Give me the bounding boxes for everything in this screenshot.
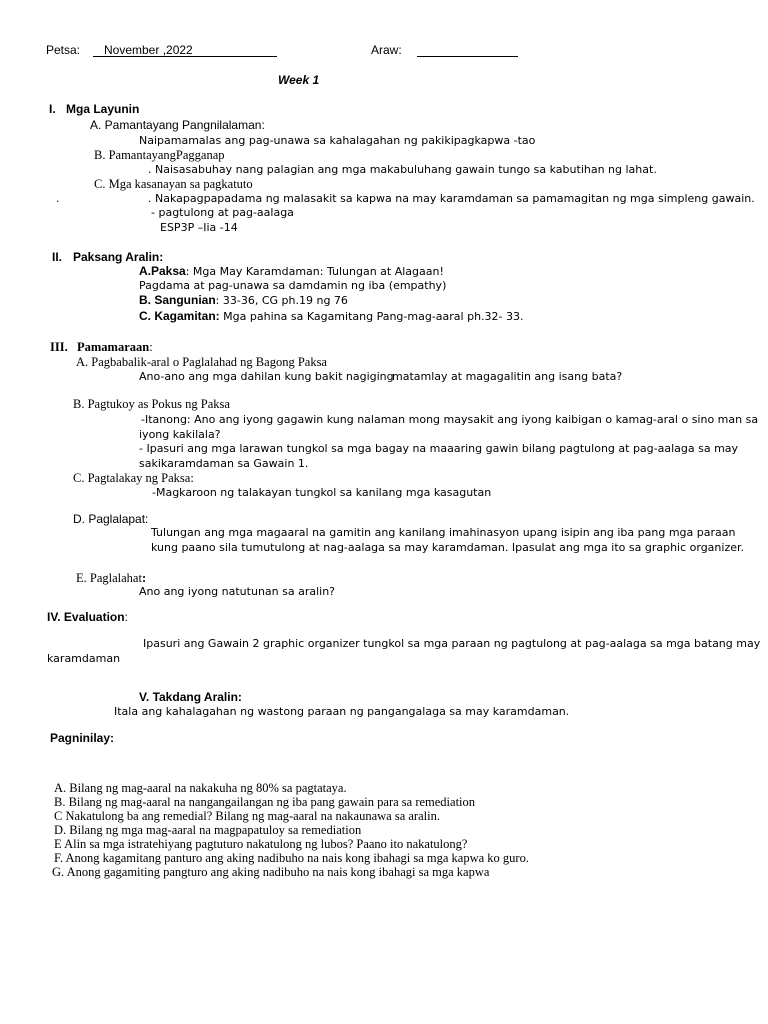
pagninilay-title: Pagninilay: bbox=[50, 731, 115, 745]
section1-c-sub: - pagtulong at pag-aalaga bbox=[151, 206, 294, 219]
section3-d-text2: kung paano sila tumutulong at nag-aalaga sa may karamdaman. Ipasulat ang mga ito sa graphic organizer. bbox=[151, 541, 745, 554]
section1-title: Mga Layunin bbox=[66, 102, 140, 116]
pagninilay-item-b: B. Bilang ng mag-aaral na nangangailangan ng iba pang gawain para sa remediation bbox=[54, 795, 476, 809]
sanggunian-text: : 33-36, CG ph.19 ng 76 bbox=[215, 294, 348, 307]
petsa-label: Petsa: bbox=[46, 43, 81, 57]
section3-a-text2: matamlay at magagalitin ang isang bata? bbox=[392, 370, 623, 383]
section2-title: Paksang Aralin: bbox=[73, 250, 164, 264]
section4-text2: karamdaman bbox=[47, 652, 121, 665]
section1-b-label: B. PamantayangPagganap bbox=[94, 148, 225, 162]
section4-text1: Ipasuri ang Gawain 2 graphic organizer tungkol sa mga paraan ng pagtulong at pag-aalaga sa mga batang may bbox=[143, 637, 761, 650]
paksa-label: A.Paksa bbox=[139, 264, 186, 278]
section1-c-dot: . bbox=[56, 192, 60, 205]
pagninilay-item-c: C Nakatulong ba ang remedial? Bilang ng mag-aaral na nakaunawa sa aralin. bbox=[54, 809, 440, 823]
pagninilay-item-d: D. Bilang ng mga mag-aaral na magpapatuloy sa remediation bbox=[54, 823, 362, 837]
section3-e-label-wrap bbox=[76, 571, 146, 585]
pagninilay-item-g: G. Anong gagamiting pangturo ang aking nadibuho na nais kong ibahagi sa mga kapwa bbox=[52, 865, 490, 879]
section3-number: III. bbox=[50, 340, 68, 354]
petsa-underline bbox=[93, 56, 277, 57]
section2-paksa-sub: Pagdama at pag-unawa sa damdamin ng iba (empathy) bbox=[139, 279, 447, 292]
section3-b-text2: iyong kakilala? bbox=[139, 428, 221, 441]
section5-title: V. Takdang Aralin: bbox=[139, 690, 242, 704]
section4-colon: : bbox=[124, 610, 128, 624]
section3-b-text4: sakikaramdaman sa Gawain 1. bbox=[139, 457, 309, 470]
section3-title: Pamamaraan bbox=[77, 340, 150, 354]
section1-number: I. bbox=[49, 102, 56, 116]
section3-e-text: Ano ang iyong natutunan sa aralin? bbox=[139, 585, 336, 598]
kagamitan-text: Mga pahina sa Kagamitang Pang-mag-aaral ph.32- 33. bbox=[219, 310, 524, 323]
section4-title: IV. Evaluation bbox=[47, 610, 125, 624]
section3-c-text: -Magkaroon ng talakayan tungkol sa kanilang mga kasagutan bbox=[152, 486, 492, 499]
section1-c-text: . Nakapagpapadama ng malasakit sa kapwa na may karamdaman sa pamamagitan ng mga simpleng gawain. bbox=[148, 192, 755, 205]
araw-underline bbox=[417, 56, 518, 57]
section3-e-label: E. Paglalahat bbox=[76, 571, 142, 585]
section3-a-label: A. Pagbabalik-aral o Paglalahad ng Bagong Paksa bbox=[76, 355, 327, 369]
section3-colon: : bbox=[149, 340, 153, 354]
section2-number: II. bbox=[52, 250, 63, 264]
section3-title-wrap bbox=[77, 340, 153, 354]
section3-a-text1: Ano-ano ang mga dahilan kung bakit nagiging bbox=[139, 370, 394, 383]
pagninilay-item-f: F. Anong kagamitang panturo ang aking nadibuho na nais kong ibahagi sa mga kapwa ko guro. bbox=[54, 851, 529, 865]
section2-paksa bbox=[139, 264, 444, 279]
petsa-value: November ,2022 bbox=[104, 43, 193, 57]
section3-b-label: B. Pagtukoy as Pokus ng Paksa bbox=[73, 397, 230, 411]
paksa-text: : Mga May Karamdaman: Tulungan at Alagaan! bbox=[185, 265, 444, 278]
section3-c-label: C. Pagtalakay ng Paksa: bbox=[73, 471, 194, 485]
araw-label: Araw: bbox=[371, 43, 402, 57]
section3-d-label: D. Paglalapat: bbox=[73, 512, 149, 526]
section4-title-wrap bbox=[47, 610, 128, 624]
week-title: Week 1 bbox=[278, 73, 320, 87]
section3-b-text3: - Ipasuri ang mga larawan tungkol sa mga bagay na maaaring gawin bilang pagtulong at pag-aalaga sa may bbox=[139, 442, 739, 455]
section2-sanggunian bbox=[139, 293, 348, 308]
section3-d-text1: Tulungan ang mga magaaral na gamitin ang kanilang imahinasyon upang isipin ang iba pang mga paraan bbox=[151, 526, 736, 539]
section1-a-label: A. Pamantayang Pangnilalaman: bbox=[90, 118, 265, 132]
section3-e-colon: : bbox=[141, 571, 147, 585]
sanggunian-label: B. Sangunian bbox=[139, 293, 216, 307]
section1-c-label: C. Mga kasanayan sa pagkatuto bbox=[94, 177, 253, 191]
kagamitan-label: C. Kagamitan: bbox=[139, 309, 220, 323]
section1-c-code: ESP3P –Iia -14 bbox=[160, 221, 238, 234]
pagninilay-item-a: A. Bilang ng mag-aaral na nakakuha ng 80% sa pagtataya. bbox=[54, 781, 347, 795]
pagninilay-item-e: E Alin sa mga istratehiyang pagtuturo nakatulong ng lubos? Paano ito nakatulong? bbox=[54, 837, 468, 851]
section5-text: Itala ang kahalagahan ng wastong paraan ng pangangalaga sa may karamdaman. bbox=[114, 705, 570, 718]
section1-a-text: Naipamamalas ang pag-unawa sa kahalagahan ng pakikipagkapwa -tao bbox=[139, 134, 536, 147]
section2-kagamitan bbox=[139, 309, 524, 324]
section3-b-text1: -Itanong: Ano ang iyong gagawin kung nalaman mong maysakit ang iyong kaibigan o kamag-aral o sino man sa bbox=[141, 413, 759, 426]
section1-b-text: . Naisasabuhay nang palagian ang mga makabuluhang gawain tungo sa kabutihan ng lahat. bbox=[148, 163, 657, 176]
